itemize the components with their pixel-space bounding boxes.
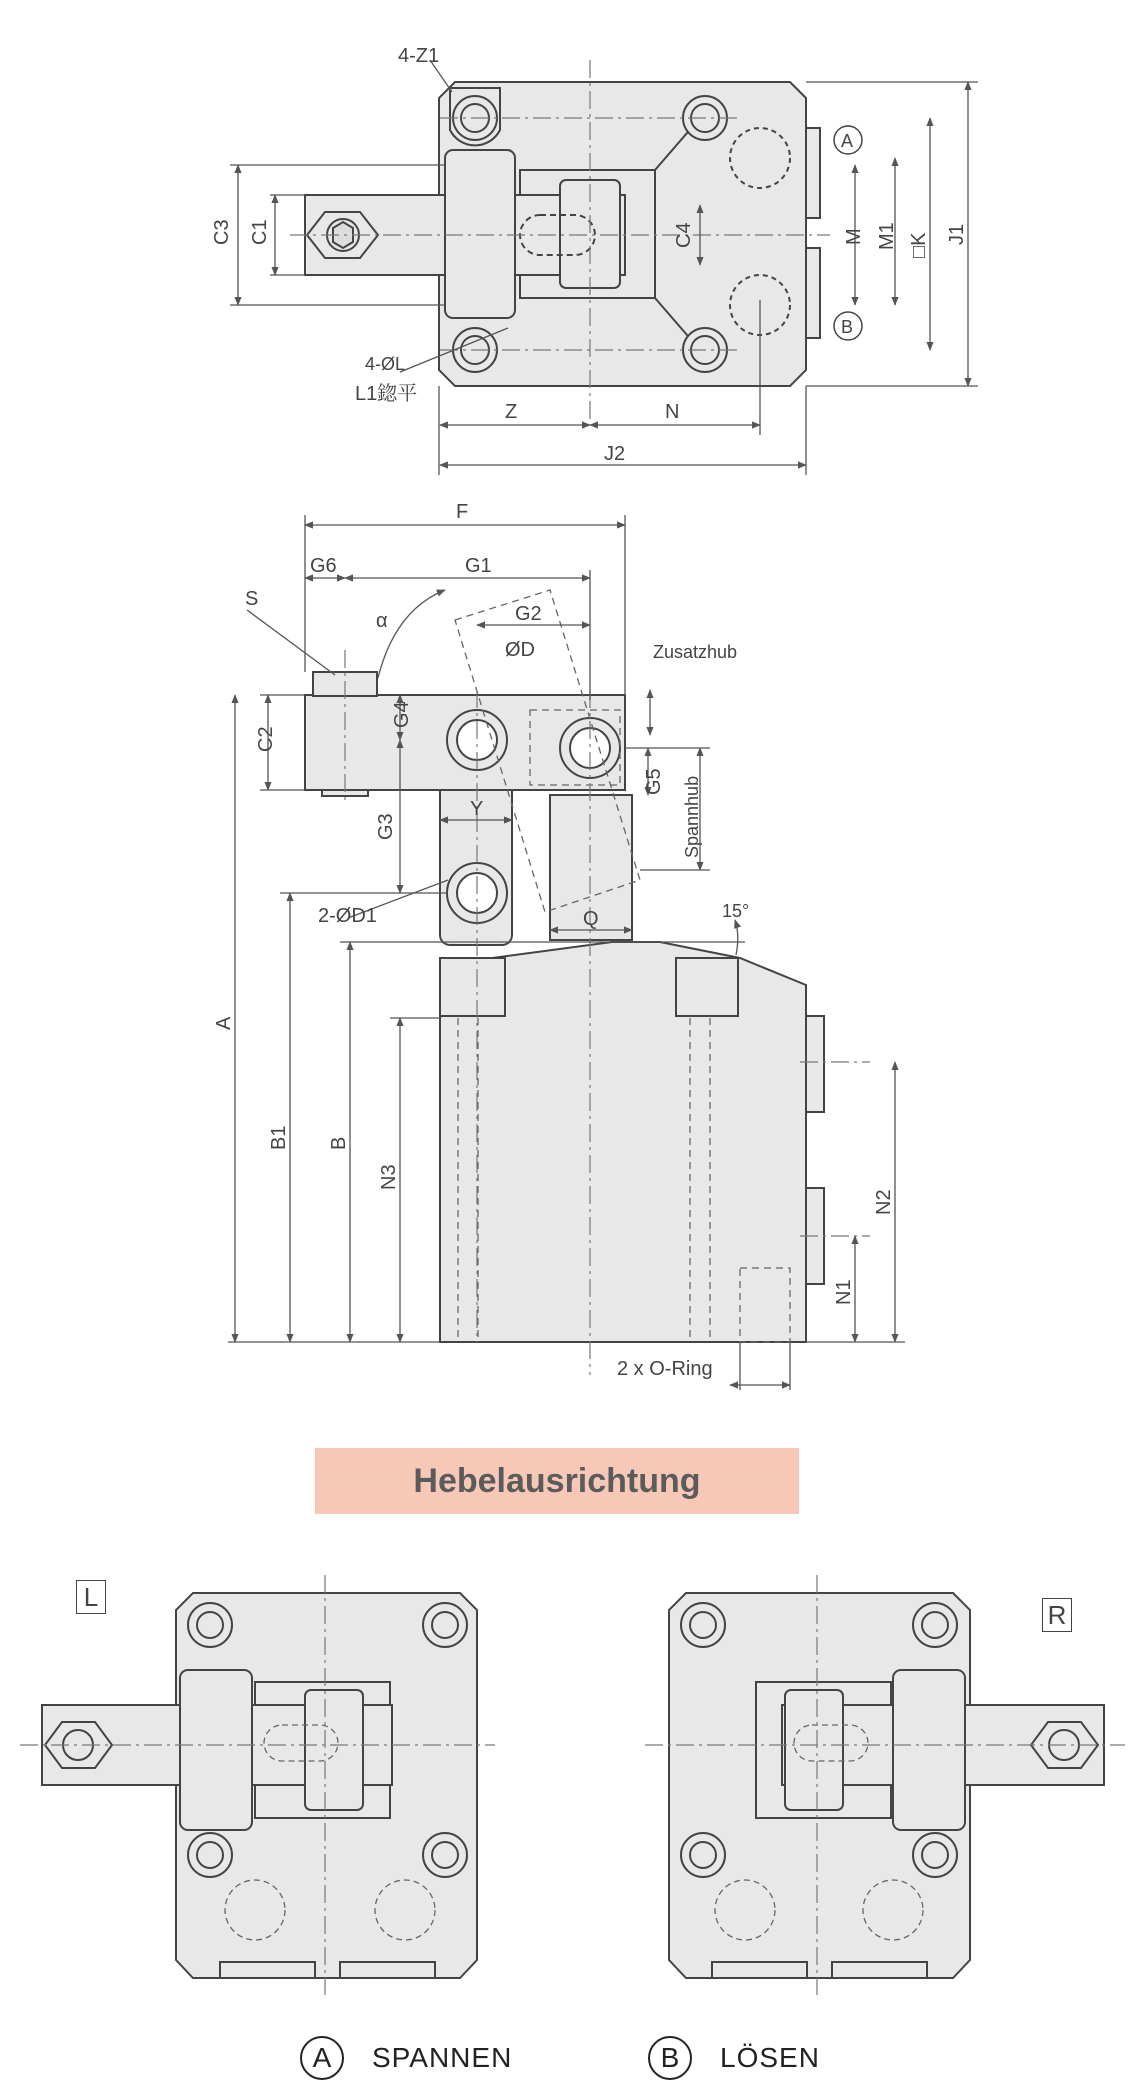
- label-d1: 2-ØD1: [318, 905, 377, 927]
- banner-title: Hebelausrichtung: [413, 1461, 701, 1500]
- port-b-symbol: B: [648, 2036, 692, 2080]
- right-orientation-tag: R: [1042, 1598, 1072, 1632]
- legend-loesen: [648, 2030, 820, 2086]
- left-orientation-tag: L: [76, 1580, 106, 1614]
- label-j1: J1: [946, 223, 968, 245]
- label-zusatzhub: Zusatzhub: [653, 642, 738, 662]
- label-g1: G1: [465, 555, 492, 577]
- label-m1: M1: [876, 222, 898, 250]
- label-b: B: [328, 1136, 350, 1150]
- side-top-lug-left: [440, 958, 505, 1016]
- label-q: Q: [583, 908, 599, 930]
- label-s: S: [245, 588, 259, 610]
- label-g5: G5: [643, 768, 665, 795]
- label-c4: C4: [673, 222, 695, 248]
- label-g2: G2: [515, 603, 542, 625]
- label-z: Z: [505, 401, 518, 423]
- label-l-hole: 4-ØL: [365, 354, 406, 374]
- orientation-right: [669, 1593, 1104, 1978]
- side-port-upper: [806, 1016, 824, 1112]
- port-b-block: [806, 248, 820, 338]
- label-c3: C3: [211, 219, 233, 245]
- legend-spannen: [300, 2030, 512, 2086]
- side-top-lug-right: [676, 958, 738, 1016]
- label-angle15: 15°: [722, 901, 750, 921]
- label-f: F: [456, 501, 469, 523]
- top-view: [305, 82, 820, 386]
- label-k: □K: [908, 232, 930, 258]
- label-a: A: [213, 1016, 235, 1030]
- legend-spannen-text: SPANNEN: [372, 2042, 513, 2073]
- label-n2: N2: [873, 1189, 895, 1215]
- port-a-block: [806, 128, 820, 218]
- legend-loesen-text: LÖSEN: [720, 2042, 820, 2073]
- label-j2: J2: [604, 443, 626, 465]
- label-z1: 4-Z1: [398, 45, 440, 67]
- label-y: Y: [470, 798, 484, 820]
- label-spannhub: Spannhub: [682, 775, 702, 858]
- label-n: N: [665, 401, 680, 423]
- label-alpha: α: [376, 610, 388, 632]
- label-b-port: B: [841, 317, 854, 337]
- orientation-left: [42, 1593, 477, 1978]
- port-a-symbol: A: [300, 2036, 344, 2080]
- label-n1: N1: [833, 1279, 855, 1305]
- label-g6: G6: [310, 555, 337, 577]
- label-n3: N3: [378, 1164, 400, 1190]
- side-view: [305, 672, 824, 1342]
- label-g3: G3: [375, 813, 397, 840]
- orientation-banner: [315, 1448, 799, 1514]
- label-g4: G4: [391, 701, 413, 728]
- label-m: M: [843, 228, 865, 245]
- label-a-port: A: [841, 131, 854, 151]
- label-c2: C2: [255, 726, 277, 752]
- label-b1: B1: [268, 1125, 290, 1150]
- label-l1: L1鍃平: [355, 383, 418, 405]
- label-d: ØD: [505, 639, 535, 661]
- top-pivot-housing: [445, 150, 515, 318]
- label-oring: 2 x O-Ring: [617, 1358, 713, 1380]
- label-c1: C1: [249, 219, 271, 245]
